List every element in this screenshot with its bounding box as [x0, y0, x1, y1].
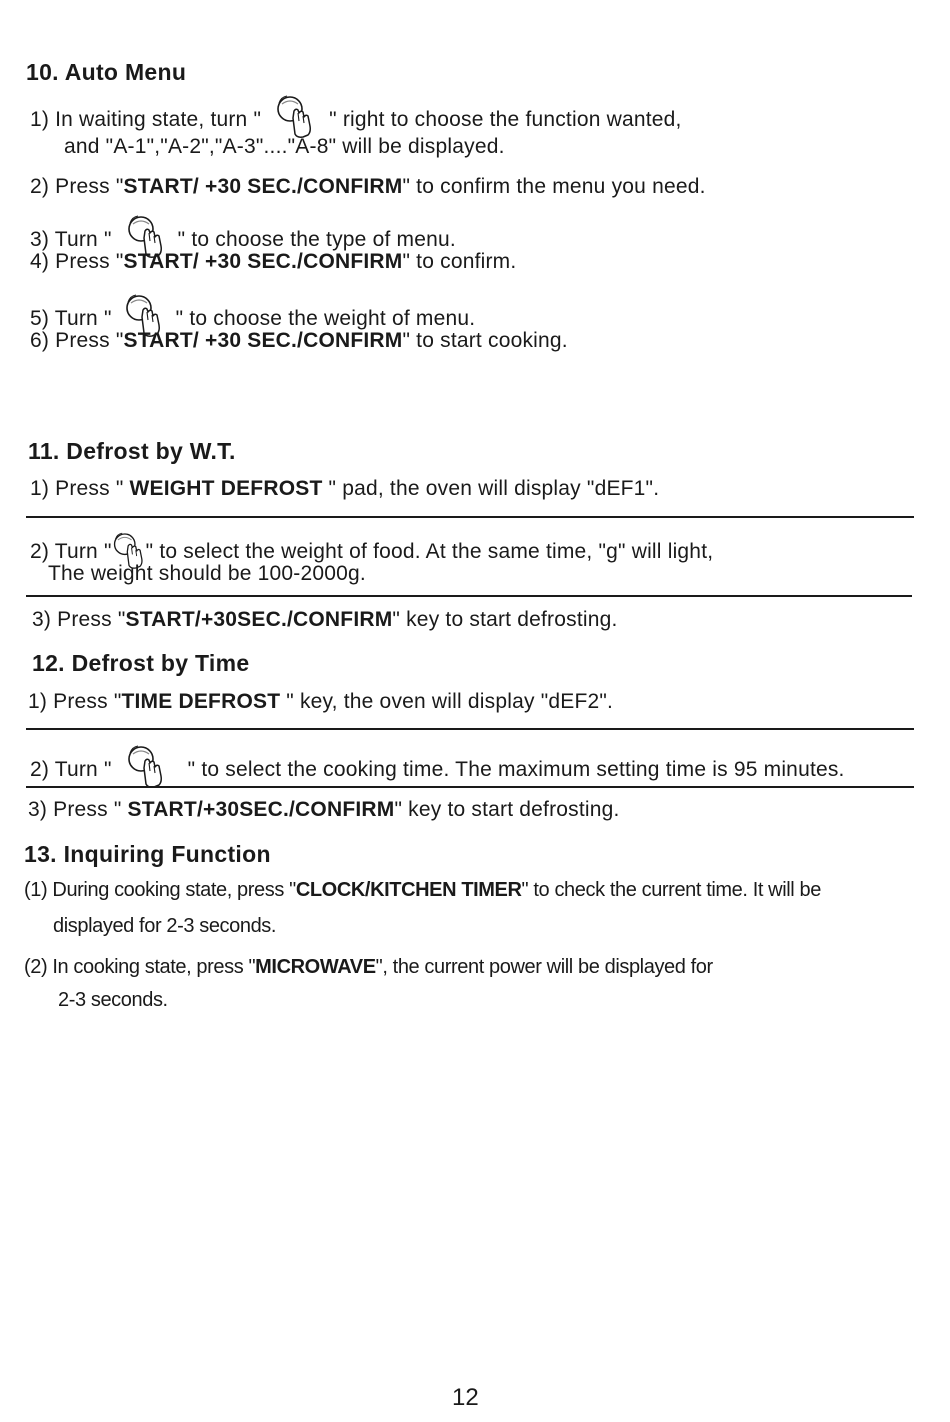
step-text: " to select the weight of food. At the same time, "g" will light,	[145, 540, 714, 563]
step-text: 2) Turn "	[30, 540, 112, 563]
auto-menu-step-2	[30, 174, 706, 200]
auto-menu-step-4	[30, 249, 516, 275]
key-label: START/+30SEC./CONFIRM	[127, 798, 395, 821]
divider	[26, 516, 914, 518]
step-text: " key, the oven will display "dEF2".	[280, 690, 614, 713]
step-text: 2) Press "	[30, 175, 124, 198]
key-label: MICROWAVE	[255, 956, 376, 978]
item-text: (1) During cooking state, press "	[24, 879, 296, 901]
section-heading-inquiring-function: 13. Inquiring Function	[24, 841, 271, 867]
key-label: START/ +30 SEC./CONFIRM	[123, 250, 403, 273]
item-text: (2) In cooking state, press "	[24, 956, 256, 978]
section-heading-defrost-by-time: 12. Defrost by Time	[32, 650, 250, 676]
divider	[26, 595, 912, 597]
inquiring-item-1-cont: displayed for 2-3 seconds.	[53, 915, 277, 937]
inquiring-item-2-cont: 2-3 seconds.	[58, 989, 168, 1011]
defrost-time-step-2	[30, 744, 845, 790]
step-text: " pad, the oven will display "dEF1".	[322, 477, 660, 500]
step-text: 4) Press "	[30, 250, 124, 273]
step-text: 2) Turn "	[30, 758, 112, 781]
section-heading-auto-menu: 10. Auto Menu	[26, 59, 187, 85]
step-text: " to confirm.	[402, 250, 517, 273]
step-text: " right to choose the function wanted,	[329, 108, 682, 131]
divider	[26, 786, 914, 788]
step-text: 1) Press "	[30, 477, 130, 500]
step-text: 1) Press "	[28, 690, 122, 713]
inquiring-item-2	[24, 954, 713, 980]
step-text: " to start cooking.	[402, 329, 568, 352]
step-text: 6) Press "	[30, 329, 124, 352]
key-label: TIME DEFROST	[121, 690, 281, 713]
step-text: " to choose the type of menu.	[177, 228, 456, 251]
key-label: START/ +30 SEC./CONFIRM	[123, 329, 403, 352]
divider	[26, 728, 914, 730]
item-text: " to check the current time. It will be	[521, 879, 821, 901]
key-label: START/ +30 SEC./CONFIRM	[123, 175, 403, 198]
step-text: 1) In waiting state, turn "	[30, 108, 262, 131]
defrost-weight-step-2-cont: The weight should be 100-2000g.	[48, 562, 366, 585]
step-text: " to select the cooking time. The maximum setting time is 95 minutes.	[187, 758, 845, 781]
step-text: 3) Press "	[28, 798, 128, 821]
key-label: WEIGHT DEFROST	[129, 477, 323, 500]
defrost-weight-step-3	[32, 607, 618, 633]
key-label: START/+30SEC./CONFIRM	[125, 608, 393, 631]
defrost-time-step-3	[28, 797, 620, 823]
defrost-weight-step-1	[30, 476, 659, 502]
defrost-time-step-1	[28, 689, 613, 715]
inquiring-item-1	[24, 877, 821, 903]
section-heading-defrost-by-weight: 11. Defrost by W.T.	[28, 438, 236, 464]
key-label: CLOCK/KITCHEN TIMER	[295, 879, 522, 901]
step-text: " key to start defrosting.	[392, 608, 618, 631]
step-text: " key to start defrosting.	[394, 798, 620, 821]
auto-menu-step-6	[30, 328, 568, 354]
step-text: " to choose the weight of menu.	[175, 307, 476, 330]
rotary-knob-hand-icon	[126, 744, 166, 790]
item-text: ", the current power will be displayed for	[375, 956, 713, 978]
step-text: 5) Turn "	[30, 307, 112, 330]
step-text: 3) Press "	[32, 608, 126, 631]
page-number: 12	[452, 1384, 479, 1411]
step-text: 3) Turn "	[30, 228, 112, 251]
step-text: " to confirm the menu you need.	[402, 175, 706, 198]
auto-menu-step-1-cont: and "A-1","A-2","A-3"...."A-8" will be displayed.	[64, 135, 505, 158]
